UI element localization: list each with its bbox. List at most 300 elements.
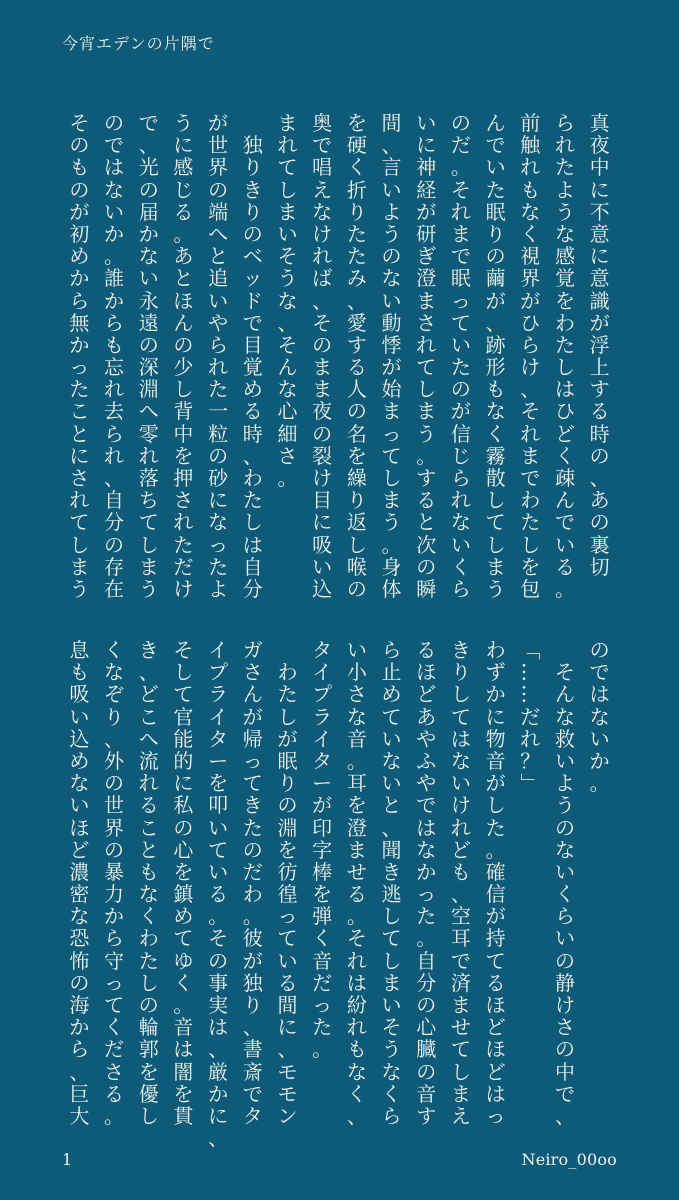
text-char: ま [450,1081,471,1106]
text-char: ん [554,682,575,707]
text-char: そ [450,177,471,202]
text-char: な [277,377,298,402]
vertical-text-column [478,638,513,1128]
text-char: で [138,111,159,135]
text-char: て [173,926,194,951]
text-char: て [277,155,298,180]
text-block-1 [62,111,617,601]
text-char: ん [277,355,298,380]
text-char: な [589,704,610,729]
text-char: 耳 [450,926,471,951]
text-char: へ [208,221,229,246]
text-char: 実 [208,993,229,1017]
text-char: こ [138,704,159,729]
text-char: せ [450,1015,471,1040]
text-char: ラ [208,682,229,707]
text-char: し [138,1103,159,1128]
text-char: イ [312,660,333,685]
text-char: く [485,421,506,446]
text-char: な [381,266,402,291]
text-char: た [485,815,506,840]
text-char: 形 [485,355,506,380]
text-char: 恐 [69,926,90,951]
text-char: 信 [450,421,471,446]
text-char: し [138,970,159,995]
text-char: 息 [69,638,90,662]
text-char: さ [277,443,298,468]
text-char: 、 [485,310,506,335]
text-char: さ [346,682,367,707]
text-char: 覚 [242,355,263,380]
text-char: に [312,510,333,535]
text-char: 真 [589,111,610,135]
text-char: … [518,662,543,683]
text-char: タ [312,638,333,662]
text-char: 信 [485,882,506,907]
text-char: 澄 [346,815,367,840]
text-char: 界 [104,815,125,840]
text-char: も [520,177,541,202]
text-char: あ [416,704,437,729]
text-char: た [346,221,367,246]
text-char: す [416,466,437,490]
text-char: 字 [312,837,333,862]
text-char: か [208,1081,229,1106]
vertical-text-column [340,111,375,601]
vertical-text-column [235,113,270,601]
text-char: ら [554,111,575,135]
text-char: 暴 [104,859,125,884]
text-char: 力 [104,882,125,907]
vertical-text-column [235,638,270,1128]
text-char: く [381,1081,402,1106]
text-char: 夜 [312,399,333,424]
text-char: 端 [208,199,229,224]
text-char: 届 [138,199,159,224]
text-char: し [69,532,90,557]
text-char: と [138,837,159,862]
text-char: い [554,532,575,557]
text-char: を [312,882,333,907]
text-char: か [416,859,437,884]
text-char: そ [520,399,541,424]
text-char: ー [312,771,333,796]
text-char: 輪 [138,1015,159,1040]
text-char: 済 [450,970,471,995]
text-char: の [242,221,263,246]
text-char: に [485,704,506,729]
text-char: 。 [346,748,367,773]
text-char: さ [173,488,194,513]
text-char: 優 [138,1081,159,1106]
text-char: 澄 [416,266,437,291]
text-char: じ [450,443,471,468]
text-char: ら [104,926,125,951]
text-char: ま [416,399,437,424]
vertical-text-column [97,638,132,1128]
text-char: 官 [173,704,194,729]
text-char: れ [416,332,437,357]
text-char: 、 [554,1103,575,1128]
text-char: 大 [69,1103,90,1128]
text-char: に [208,1103,229,1128]
text-char: ら [104,310,125,335]
text-char: め [173,904,194,929]
text-char: た [242,815,263,840]
text-char: れ [450,488,471,513]
text-char: た [242,488,263,513]
text-char: い [208,859,229,884]
text-char: し [485,488,506,513]
text-char: 時 [589,421,610,446]
text-char: 。 [104,244,125,269]
text-char: 、 [242,443,263,468]
text-char: 分 [242,576,263,601]
vertical-text-column [374,111,409,601]
text-char: う [381,221,402,246]
text-char: い [554,748,575,773]
text-char: の [104,532,125,557]
text-char: き [242,177,263,202]
text-char: 眠 [485,199,506,224]
text-char: て [277,926,298,951]
text-char: 、 [520,377,541,402]
text-char: 、 [104,726,125,751]
text-char: の [554,815,575,840]
text-char: れ [104,443,125,468]
text-char: け [173,576,194,601]
text-char: け [450,793,471,818]
text-char: て [242,771,263,796]
text-char: る [416,488,437,513]
text-char: の [173,332,194,357]
text-char: い [381,177,402,202]
text-char: に [69,443,90,468]
text-char: ほ [485,1037,506,1062]
text-char: の [104,771,125,796]
text-char: ー [208,748,229,773]
text-char: い [381,288,402,313]
text-char: が [208,111,229,135]
text-char: を [554,288,575,313]
text-char: 意 [589,221,610,246]
text-char: ま [138,554,159,579]
text-char: タ [208,726,229,751]
text-char: 。 [208,904,229,929]
text-char: わ [242,466,263,490]
text-char: な [208,510,229,535]
text-char: 斎 [242,1059,263,1084]
text-char: そ [277,332,298,357]
vertical-text-column [478,111,513,601]
text-char: る [138,793,159,818]
text-char: の [554,948,575,973]
text-char: 守 [104,948,125,973]
text-char: そ [312,310,333,335]
text-char: 救 [554,726,575,751]
vertical-text-column [305,640,340,1110]
text-char: 止 [381,660,402,685]
text-char: て [138,510,159,535]
text-char: そ [381,1015,402,1040]
text-char: い [589,726,610,751]
text-char: ら [381,1103,402,1128]
text-char: な [450,748,471,773]
text-char: て [485,510,506,535]
text-char: ち [138,488,159,513]
text-char: プ [208,660,229,685]
text-char: も [69,660,90,685]
text-char: し [242,510,263,535]
text-char: し [138,532,159,557]
text-char: る [346,882,367,907]
text-char: う [277,266,298,291]
text-char: い [381,771,402,796]
text-char: に [173,771,194,796]
text-char: い [104,199,125,224]
text-char: 音 [312,948,333,973]
text-char: 砂 [208,466,229,490]
text-char: わ [485,638,506,662]
text-char: 背 [173,399,194,424]
text-char: ど [485,1015,506,1040]
text-char: 音 [485,748,506,773]
text-char: が [69,199,90,224]
text-char: 吸 [69,682,90,707]
text-char: 巨 [69,1081,90,1106]
vertical-text-column [582,113,617,583]
text-char: 硬 [346,133,367,158]
text-char: 不 [589,199,610,224]
text-char: 事 [208,970,229,995]
text-char: だ [520,704,541,729]
text-char: れ [520,726,541,751]
text-char: で [554,1081,575,1106]
text-char: な [346,704,367,729]
text-char: 彷 [277,859,298,884]
text-char: 濃 [69,859,90,884]
text-char: の [416,1059,437,1084]
text-char: そ [173,638,194,662]
text-char: め [69,244,90,269]
text-char: 心 [277,399,298,424]
text-char: や [416,771,437,796]
text-char: ぞ [104,682,125,707]
text-char: に [208,488,229,513]
text-char: ま [450,993,471,1017]
text-char: い [277,948,298,973]
text-char: 喉 [346,554,367,579]
text-char: 界 [520,266,541,291]
text-char: う [69,576,90,601]
text-char: わ [138,926,159,951]
text-char: っ [69,355,90,380]
text-char: 押 [173,466,194,490]
text-char: き [450,638,471,662]
text-char: な [312,199,333,224]
text-char: プ [312,682,333,707]
text-char: か [138,221,159,246]
text-char: に [416,133,437,158]
text-char: が [485,288,506,313]
text-char: た [346,244,367,269]
text-char: わ [242,882,263,907]
text-char: し [450,682,471,707]
text-char: さ [104,1059,125,1084]
text-char: で [554,510,575,535]
text-char: も [450,859,471,884]
text-char: な [69,771,90,796]
text-char: な [277,288,298,313]
vertical-text-column [270,113,305,583]
text-char: の [69,177,90,202]
text-char: 零 [138,421,159,446]
text-char: た [416,904,437,929]
text-char: で [450,948,471,973]
text-char: る [416,638,437,662]
text-char: だ [173,554,194,579]
text-char: 。 [173,993,194,1017]
text-char: 込 [312,576,333,601]
text-char: 人 [346,377,367,402]
text-char: 、 [381,815,402,840]
text-char: 音 [173,1015,194,1040]
text-char: り [242,993,263,1017]
text-char: 。 [381,532,402,557]
text-char: 叩 [208,793,229,818]
text-char: ら [69,1037,90,1062]
text-char: も [69,155,90,180]
text-char: 書 [242,1037,263,1062]
text-char: れ [173,510,194,535]
text-char: た [69,377,90,402]
text-char: っ [242,748,263,773]
text-char: く [173,970,194,995]
text-char: や [416,726,437,751]
text-char: 名 [346,421,367,446]
text-char: 自 [416,948,437,973]
text-char: ま [381,970,402,995]
text-char: 永 [138,288,159,313]
text-char: し [520,532,541,557]
text-char: れ [104,377,125,402]
text-char: っ [381,421,402,446]
text-char: し [173,377,194,402]
text-char: 淵 [138,377,159,402]
text-char: し [381,948,402,973]
text-char: 闇 [173,1059,194,1084]
text-char: す [589,377,610,402]
text-char: ま [312,355,333,380]
text-char: し [277,704,298,729]
vertical-text-column [513,640,548,1110]
text-char: 的 [173,748,194,773]
text-char: 。 [589,771,610,796]
text-char: 次 [416,532,437,557]
text-char: 。 [242,904,263,929]
text-char: く [520,221,541,246]
text-char: て [416,355,437,380]
text-char: し [450,1059,471,1084]
text-char: に [277,1015,298,1040]
text-char: し [381,904,402,929]
text-char: 聞 [381,837,402,862]
text-char: 細 [277,421,298,446]
text-char: 追 [208,266,229,291]
text-char: だ [104,1037,125,1062]
text-char: ほ [173,288,194,313]
text-char: ど [69,837,90,862]
text-char: め [69,748,90,773]
vertical-text-column [409,111,444,601]
text-char: ぎ [416,244,437,269]
text-char: い [450,771,471,796]
text-char: 海 [69,993,90,1017]
text-char: あ [173,244,194,269]
vertical-text-column [201,638,236,1151]
text-char: な [554,221,575,246]
text-char: 静 [554,970,575,995]
text-char: 中 [554,1059,575,1084]
text-char: 誰 [104,266,125,291]
text-char: ま [312,377,333,402]
text-char: る [589,399,610,424]
text-char: 上 [589,355,610,380]
text-char: ほ [485,993,506,1017]
text-char: す [346,332,367,357]
text-char: り [242,155,263,180]
text-char: っ [450,288,471,313]
text-char: さ [242,660,263,685]
text-char: 貫 [173,1103,194,1128]
text-char: し [416,377,437,402]
vertical-text-column [548,640,583,1128]
text-char: が [416,199,437,224]
text-char: 分 [416,970,437,995]
text-char: が [242,948,263,973]
text-char: が [485,771,506,796]
text-char: ど [450,837,471,862]
text-char: り [450,660,471,685]
text-char: で [450,244,471,269]
text-char: よ [208,576,229,601]
text-char: し [173,660,194,685]
text-char: る [346,355,367,380]
text-char: ほ [69,815,90,840]
text-char: は [173,1037,194,1062]
text-char: の [554,1037,575,1062]
text-char: く [104,1015,125,1040]
text-char: 去 [104,399,125,424]
text-char: ら [381,638,402,662]
text-char: 。 [450,155,471,180]
text-char: を [173,1081,194,1106]
vertical-text-column [201,111,236,601]
vertical-text-column [513,111,548,601]
text-char: の [69,133,90,158]
text-char: け [520,355,541,380]
text-char: 「 [518,640,543,660]
text-char: い [416,111,437,135]
text-char: た [173,532,194,557]
text-char: と [208,244,229,269]
text-char: と [381,793,402,818]
text-char: の [589,510,610,535]
text-char: き [381,859,402,884]
text-char: な [381,1059,402,1084]
vertical-text-column [166,111,201,601]
text-char: 研 [416,221,437,246]
